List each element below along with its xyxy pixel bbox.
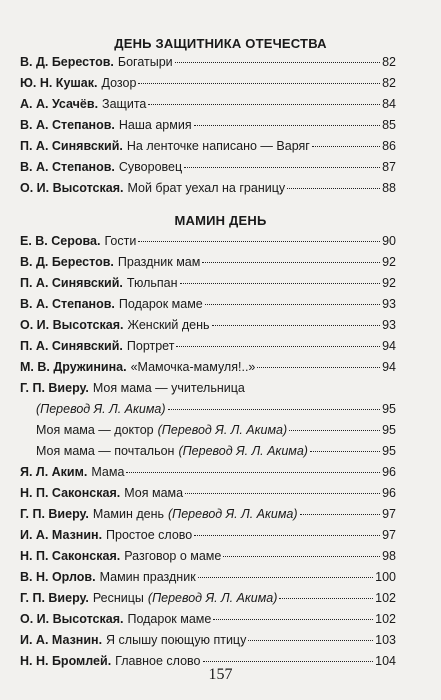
dot-leader [148,104,380,105]
toc-title: На ленточке написано — Варяг [126,139,310,153]
dot-leader [175,62,380,63]
toc-title: Праздник мам [117,255,201,269]
toc-translation-note: (Перевод Я. Л. Акима) [36,402,166,416]
toc-entry [20,255,396,276]
dot-leader [212,325,381,326]
toc-page-number: 100 [375,570,396,584]
toc-title: Защита [102,97,147,111]
toc-page-number: 95 [382,423,396,437]
dot-leader [279,598,373,599]
toc-entry [20,570,396,591]
toc-page-number: 90 [382,234,396,248]
dot-leader [126,472,380,473]
toc-page-number: 104 [375,654,396,668]
toc-entry [20,381,396,402]
toc-translation-note: (Перевод Я. Л. Акима) [147,591,278,605]
toc-author: В. Д. Берестов. [20,55,114,69]
toc-title: Мамин день [92,507,164,521]
toc-page-number: 82 [382,55,396,69]
toc-entry [20,549,396,570]
toc-page-number: 95 [382,402,396,416]
toc-author: Г. П. Виеру. [20,507,89,521]
toc-author: И. А. Мазнин. [20,528,103,542]
toc-entry [20,591,396,612]
toc-entry [20,402,396,423]
dot-leader [300,514,381,515]
dot-leader [138,241,380,242]
dot-leader [184,167,380,168]
toc-title: Моя мама [124,486,184,500]
toc-title: Ресницы [92,591,144,605]
toc-author: В. А. Степанов. [20,160,115,174]
toc-page-number: 95 [382,444,396,458]
toc-entry [20,612,396,633]
toc-author: Я. Л. Аким. [20,465,88,479]
toc-page-number: 86 [382,139,396,153]
toc-page-number: 88 [382,181,396,195]
dot-leader [205,304,380,305]
toc-page-number: 94 [382,339,396,353]
dot-leader [312,146,380,147]
section-title-defender-day: ДЕНЬ ЗАЩИТНИКА ОТЕЧЕСТВА [114,36,327,51]
toc-translation-note: (Перевод Я. Л. Акима) [157,423,288,437]
toc-entry [20,633,396,654]
dot-leader [168,409,381,410]
toc-page-number: 87 [382,160,396,174]
toc-entry [20,234,396,255]
dot-leader [310,451,380,452]
dot-leader [223,556,380,557]
toc-entry [20,181,396,202]
toc-entry [20,118,396,139]
dot-leader [180,283,381,284]
toc-title: «Мамочка-мамуля!..» [130,360,256,374]
toc-translation-note: (Перевод Я. Л. Акима) [168,507,298,521]
dot-leader [287,188,380,189]
toc-entry [20,465,396,486]
toc-author: И. А. Мазнин. [20,633,103,647]
toc-title: Суворовец [118,160,183,174]
toc-title: Разговор о маме [124,549,222,563]
toc-author: О. И. Высотская. [20,612,124,626]
dot-leader [194,125,381,126]
toc-title: Моя мама — доктор [36,423,154,437]
toc-page-number: 93 [382,318,396,332]
toc-title: Мамин праздник [99,570,196,584]
toc-page-number: 96 [382,465,396,479]
toc-author: В. А. Степанов. [20,118,115,132]
toc-entry [20,486,396,507]
toc-entry [20,423,396,444]
dot-leader [202,262,380,263]
toc-page-number: 96 [382,486,396,500]
toc-title: Женский день [127,318,210,332]
toc-title: Гости [104,234,137,248]
toc-title: Дозор [101,76,137,90]
dot-leader [203,661,374,662]
toc-entry [20,139,396,160]
toc-author: П. А. Синявский. [20,276,123,290]
toc-title: Моя мама — учительница [92,381,245,395]
toc-entry [20,97,396,118]
toc-title: Богатыри [117,55,173,69]
toc-page-number: 93 [382,297,396,311]
toc-title: Я слышу поющую птицу [106,633,247,647]
toc-page-number: 92 [382,276,396,290]
toc-entry [20,444,396,465]
dot-leader [138,83,380,84]
dot-leader [176,346,380,347]
toc-entry [20,318,396,339]
toc-translation-note: (Перевод Я. Л. Акима) [178,444,308,458]
toc-list-mothers-day [20,234,396,675]
toc-entry [20,360,396,381]
toc-title: Мама [91,465,125,479]
toc-author: О. И. Высотская. [20,318,124,332]
toc-author: В. Д. Берестов. [20,255,114,269]
toc-author: Н. Н. Бромлей. [20,654,112,668]
toc-page-number: 84 [382,97,396,111]
dot-leader [289,430,380,431]
toc-author: Е. В. Серова. [20,234,101,248]
toc-list-defender-day [20,55,396,202]
toc-author: Н. П. Саконская. [20,486,121,500]
toc-entry [20,276,396,297]
section-title-mothers-day: МАМИН ДЕНЬ [174,213,267,228]
dot-leader [213,619,373,620]
toc-page-number: 82 [382,76,396,90]
toc-page-number: 102 [375,612,396,626]
toc-page-number: 97 [382,507,396,521]
dot-leader [198,577,373,578]
dot-leader [194,535,380,536]
toc-page-number: 94 [382,360,396,374]
toc-entry [20,507,396,528]
toc-page-number: 97 [382,528,396,542]
toc-page-number: 92 [382,255,396,269]
toc-entry [20,297,396,318]
toc-page-number: 102 [375,591,396,605]
toc-title: Моя мама — почтальон [36,444,175,458]
dot-leader [257,367,380,368]
toc-entry [20,55,396,76]
toc-entry [20,160,396,181]
toc-author: М. В. Дружинина. [20,360,127,374]
page-number: 157 [208,666,233,683]
toc-title: Подарок маме [127,612,212,626]
toc-author: Г. П. Виеру. [20,591,89,605]
toc-page-number: 98 [382,549,396,563]
toc-title: Мой брат уехал на границу [127,181,286,195]
dot-leader [185,493,380,494]
toc-author: О. И. Высотская. [20,181,124,195]
toc-author: В. А. Степанов. [20,297,115,311]
toc-entry [20,528,396,549]
toc-title: Портрет [126,339,175,353]
toc-author: В. Н. Орлов. [20,570,96,584]
toc-title: Подарок маме [118,297,203,311]
toc-title: Тюльпан [126,276,178,290]
toc-page-number: 103 [375,633,396,647]
dot-leader [248,640,373,641]
toc-author: П. А. Синявский. [20,339,123,353]
toc-author: Г. П. Виеру. [20,381,89,395]
toc-title: Наша армия [118,118,192,132]
toc-author: А. А. Усачёв. [20,97,99,111]
toc-author: Ю. Н. Кушак. [20,76,98,90]
toc-title: Простое слово [106,528,193,542]
toc-page-number: 85 [382,118,396,132]
toc-author: П. А. Синявский. [20,139,123,153]
toc-entry [20,339,396,360]
toc-author: Н. П. Саконская. [20,549,121,563]
toc-title: Главное слово [115,654,201,668]
toc-entry [20,76,396,97]
